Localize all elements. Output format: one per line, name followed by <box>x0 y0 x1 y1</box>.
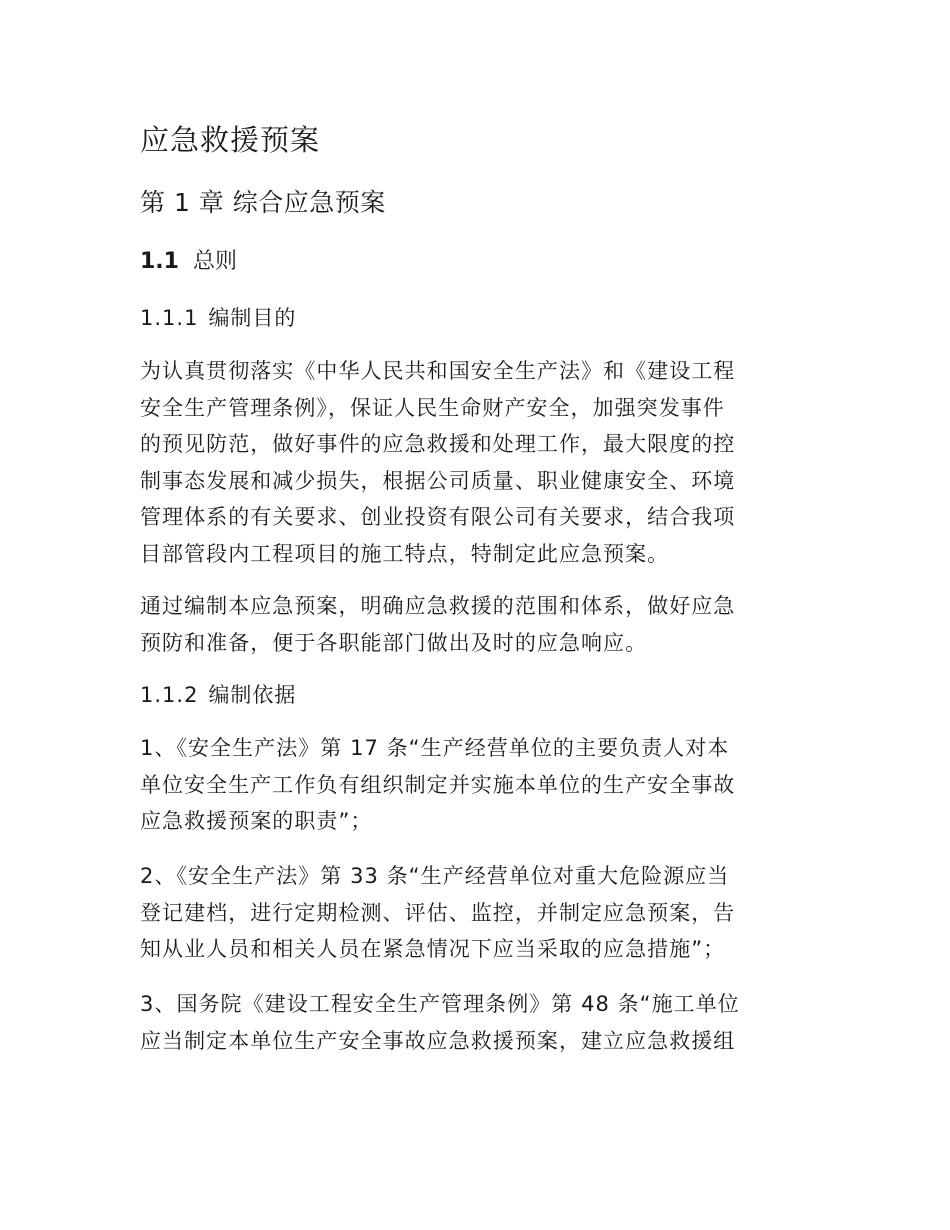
paragraph-line: 3、国务院《建设工程安全生产管理条例》第 48 条“施工单位 <box>140 992 740 1016</box>
paragraph-basis-3 <box>140 986 812 1059</box>
paragraph-purpose <box>140 353 812 572</box>
paragraph-line: 2、《安全生产法》第 33 条“生产经营单位对重大危险源应当 <box>140 864 730 888</box>
paragraph-line: 1、《安全生产法》第 17 条“生产经营单位的主要负责人对本 <box>140 736 730 760</box>
paragraph-line: 管理体系的有关要求、创业投资有限公司有关要求，结合我项 <box>140 505 736 529</box>
paragraph-line: 应急救援预案的职责”； <box>140 809 373 833</box>
paragraph-line: 应当制定本单位生产安全事故应急救援预案，建立应急救援组 <box>140 1028 736 1053</box>
section-number: 1.1 <box>140 249 179 274</box>
section-title: 总则 <box>192 249 237 274</box>
paragraph-line: 目部管段内工程项目的施工特点，特制定此应急预案。 <box>140 541 670 566</box>
paragraph-line: 通过编制本应急预案，明确应急救援的范围和体系，做好应急 <box>140 594 736 618</box>
subsection-title: 编制依据 <box>208 683 297 707</box>
paragraph-line: 安全生产管理条例》，保证人民生命财产安全，加强突发事件 <box>140 395 725 420</box>
paragraph-line: 单位安全生产工作负有组织制定并实施本单位的生产安全事故 <box>140 772 736 797</box>
paragraph-line: 制事态发展和减少损失，根据公司质量、职业健康安全、环境 <box>140 468 736 493</box>
subsection-heading-purpose <box>140 301 296 335</box>
paragraph-line: 为认真贯彻落实《中华人民共和国安全生产法》和《建设工程 <box>140 359 736 383</box>
section-heading <box>140 245 237 279</box>
subsection-number: 1.1.2 <box>140 683 199 707</box>
subsection-number: 1.1.1 <box>140 306 199 330</box>
paragraph-line: 预防和准备，便于各职能部门做出及时的应急响应。 <box>140 630 648 655</box>
paragraph-line: 知从业人员和相关人员在紧急情况下应当采取的应急措施”； <box>140 937 726 961</box>
subsection-title: 编制目的 <box>208 306 297 330</box>
chapter-heading: 第 1 章 综合应急预案 <box>140 188 386 217</box>
paragraph-basis-1 <box>140 730 812 840</box>
paragraph-line: 登记建档，进行定期检测、评估、监控，并制定应急预案，告 <box>140 900 736 925</box>
document-title: 应急救援预案 <box>140 123 321 157</box>
paragraph-scope <box>140 588 812 661</box>
paragraph-line: 的预见防范，做好事件的应急救援和处理工作，最大限度的控 <box>140 432 736 456</box>
subsection-heading-basis <box>140 678 296 712</box>
paragraph-basis-2 <box>140 858 812 968</box>
